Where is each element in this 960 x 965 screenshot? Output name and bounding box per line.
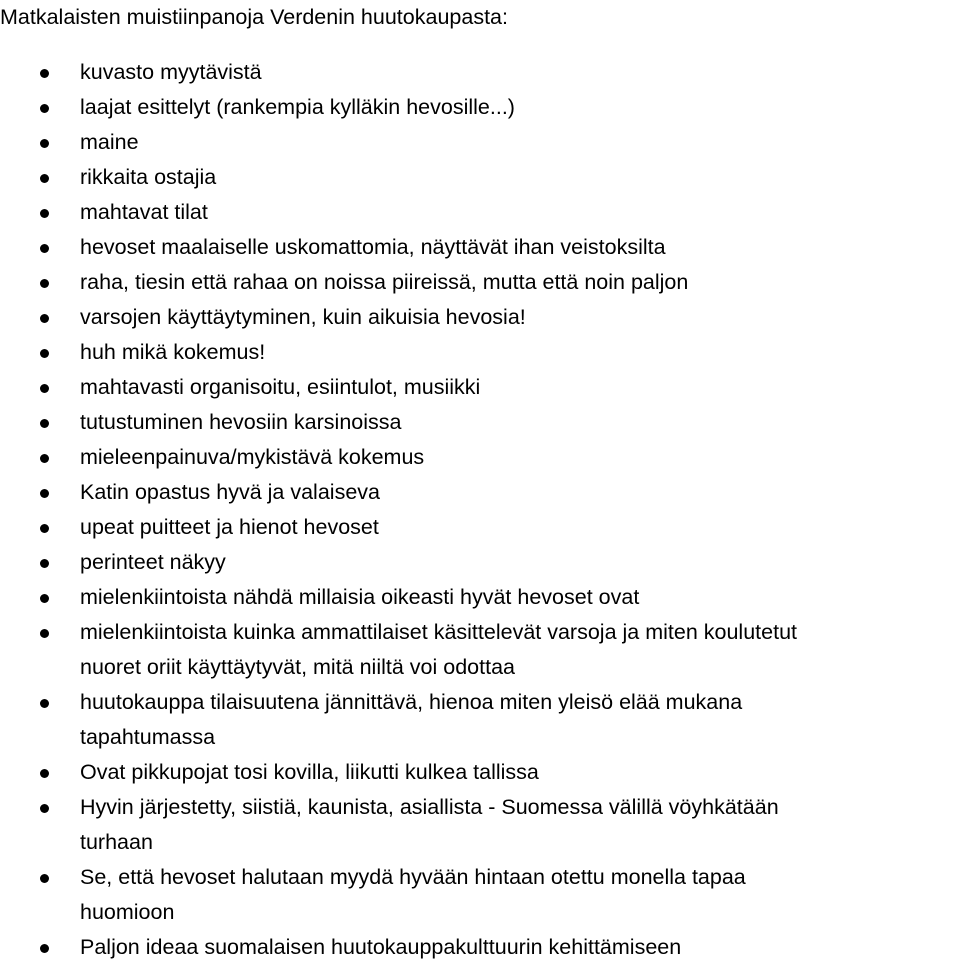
list-item [0, 685, 960, 755]
bullet-icon [40, 699, 49, 708]
list-item [0, 125, 960, 160]
list-item-text: laajat esittelyt (rankempia kylläkin hevosille...) [80, 95, 515, 119]
list-item-text: varsojen käyttäytyminen, kuin aikuisia hevosia! [80, 305, 526, 329]
list-item-text: Hyvin järjestetty, siistiä, kaunista, asiallista - Suomessa välillä vöyhkätään [80, 795, 779, 819]
notes-list [0, 55, 960, 965]
list-item-text: rikkaita ostajia [80, 165, 217, 189]
bullet-icon [40, 174, 49, 183]
list-item [0, 405, 960, 440]
list-item [0, 440, 960, 475]
list-item [0, 230, 960, 265]
bullet-icon [40, 524, 49, 533]
list-item [0, 195, 960, 230]
bullet-icon [40, 244, 49, 253]
list-item [0, 90, 960, 125]
list-item-text: huh mikä kokemus! [80, 340, 266, 364]
bullet-icon [40, 349, 49, 358]
bullet-icon [40, 69, 49, 78]
list-item [0, 265, 960, 300]
list-item [0, 755, 960, 790]
list-item [0, 55, 960, 90]
bullet-icon [40, 419, 49, 428]
list-item-text: mahtavasti organisoitu, esiintulot, musiikki [80, 375, 481, 399]
bullet-icon [40, 314, 49, 323]
bullet-icon [40, 629, 49, 638]
bullet-icon [40, 489, 49, 498]
list-item [0, 335, 960, 370]
list-item [0, 790, 960, 860]
list-item-text: mielenkiintoista nähdä millaisia oikeasti hyvät hevoset ovat [80, 585, 640, 609]
bullet-icon [40, 104, 49, 113]
list-item-text: tutustuminen hevosiin karsinoissa [80, 410, 402, 434]
bullet-icon [40, 139, 49, 148]
list-item-text: upeat puitteet ja hienot hevoset [80, 515, 379, 539]
bullet-icon [40, 769, 49, 778]
bullet-icon [40, 559, 49, 568]
list-item-text: hevoset maalaiselle uskomattomia, näyttävät ihan veistoksilta [80, 235, 666, 259]
bullet-icon [40, 209, 49, 218]
bullet-icon [40, 454, 49, 463]
bullet-icon [40, 804, 49, 813]
list-item-text: mahtavat tilat [80, 200, 208, 224]
list-item-text-continued: nuoret oriit käyttäytyvät, mitä niiltä voi odottaa [80, 655, 515, 679]
bullet-icon [40, 944, 49, 953]
list-item [0, 510, 960, 545]
list-item-text-continued: tapahtumassa [80, 725, 216, 749]
list-item-text: mieleenpainuva/mykistävä kokemus [80, 445, 425, 469]
list-item [0, 860, 960, 930]
document-heading: Matkalaisten muistiinpanoja Verdenin huutokaupasta: [0, 5, 508, 29]
bullet-icon [40, 874, 49, 883]
list-item-text-continued: huomioon [80, 900, 175, 924]
list-item [0, 370, 960, 405]
list-item-text: mielenkiintoista kuinka ammattilaiset käsittelevät varsoja ja miten koulutetut [80, 620, 797, 644]
list-item-text: perinteet näkyy [80, 550, 226, 574]
list-item-text: Paljon ideaa suomalaisen huutokauppakulttuurin kehittämiseen [80, 935, 682, 959]
bullet-icon [40, 384, 49, 393]
list-item-text: kuvasto myytävistä [80, 60, 262, 84]
list-item [0, 545, 960, 580]
list-item-text: maine [80, 130, 139, 154]
list-item [0, 930, 960, 965]
list-item-text: huutokauppa tilaisuutena jännittävä, hienoa miten yleisö elää mukana [80, 690, 743, 714]
list-item-text: Se, että hevoset halutaan myydä hyvään hintaan otettu monella tapaa [80, 865, 746, 889]
bullet-icon [40, 279, 49, 288]
bullet-icon [40, 594, 49, 603]
list-item [0, 475, 960, 510]
list-item [0, 300, 960, 335]
list-item-text: Ovat pikkupojat tosi kovilla, liikutti kulkea tallissa [80, 760, 539, 784]
list-item-text-continued: turhaan [80, 830, 153, 854]
list-item-text: raha, tiesin että rahaa on noissa piireissä, mutta että noin paljon [80, 270, 689, 294]
list-item [0, 160, 960, 195]
list-item-text: Katin opastus hyvä ja valaiseva [80, 480, 380, 504]
list-item [0, 615, 960, 685]
list-item [0, 580, 960, 615]
